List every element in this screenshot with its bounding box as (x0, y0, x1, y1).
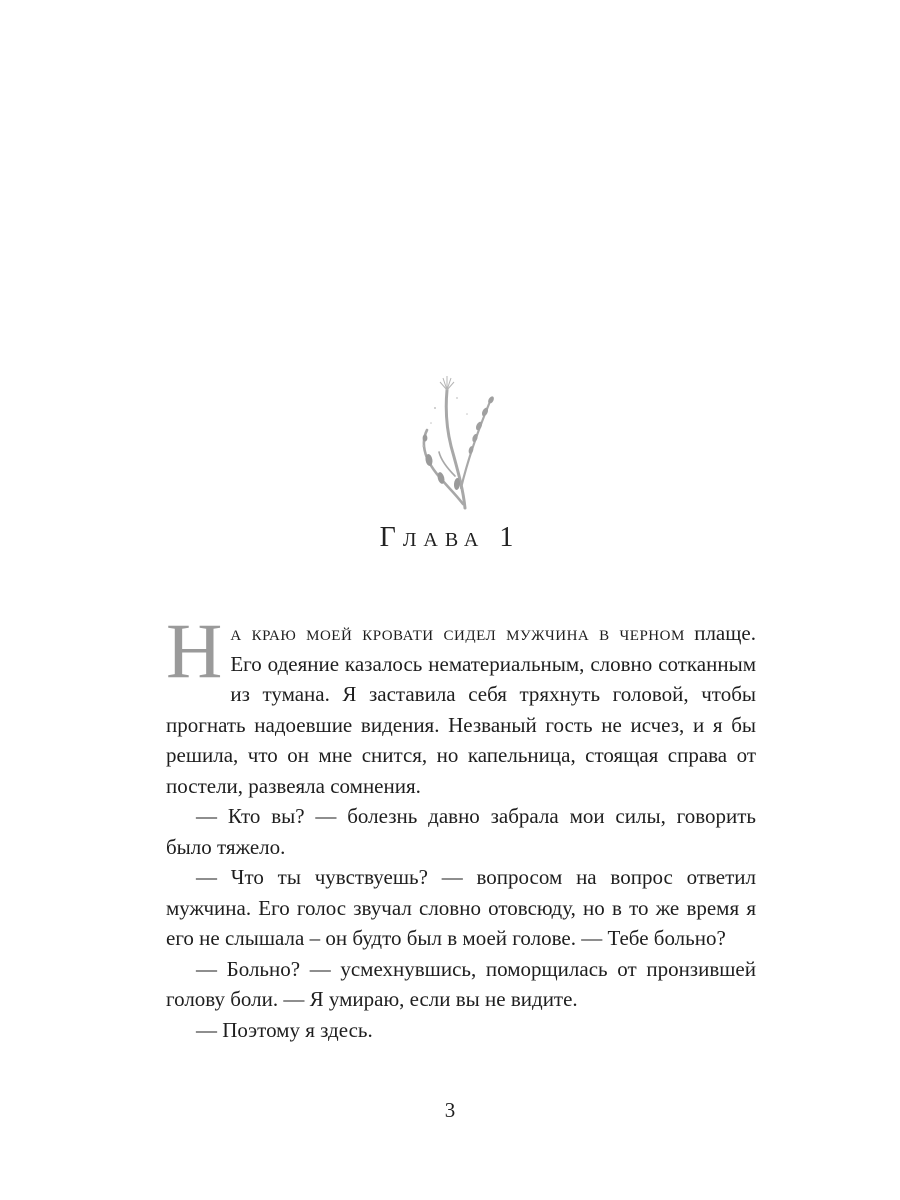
paragraph-5: — Поэтому я здесь. (196, 1017, 373, 1042)
drop-cap-letter: Н (166, 607, 223, 694)
chapter-text (166, 607, 756, 1045)
paragraph-4: — Больно? — усмехнувшись, поморщилась от пронзившей голову боли. — Я умираю, если вы не видите. (166, 956, 756, 1011)
paragraph-2: — Кто вы? — болезнь давно забрала мои силы, говорить было тяжело. (166, 804, 756, 859)
chapter-title: Глава 1 (379, 522, 521, 553)
flower-sprig-icon (405, 368, 497, 518)
page-number: 3 (444, 1098, 456, 1122)
paragraph-3: — Что ты чувствуешь? — вопросом на вопрос ответил мужчина. Его голос звучал словно отовсюду, но в то же время я его не слышала – он будто был в моей голове. — Тебе больно? (166, 865, 756, 950)
lead-in-small-caps: а краю моей кровати сидел мужчина в черном (230, 621, 685, 645)
paragraph-1 (166, 607, 756, 801)
paragraph-1-text: плаще. Его одеяние казалось нематериальным, словно сотканным из тумана. Я заставила себя тряхнуть головой, чтобы прогнать надоевшие видения. Незваный гость не исчез, и я бы решила, что он мне снится, но капельница, стоящая справа от постели, развеяла сомнения. (166, 621, 756, 798)
